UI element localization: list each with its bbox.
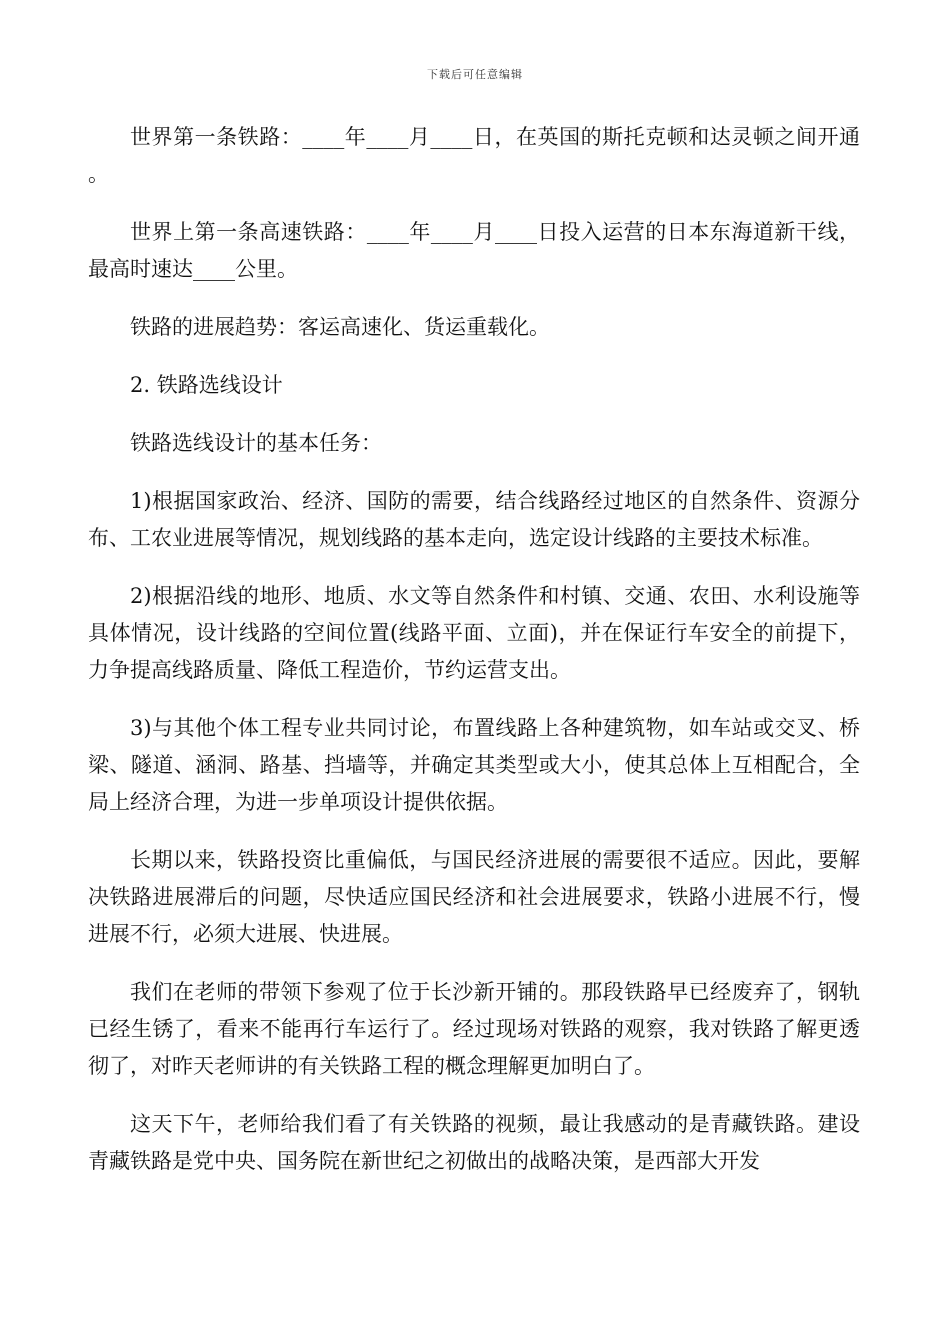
paragraph-investment: 长期以来，铁路投资比重偏低，与国民经济进展的需要很不适应。因此，要解决铁路进展滞后的问题，尽快适应国民经济和社会进展要求，铁路小进展不行，慢进展不行，必须大进展、快进展。 bbox=[88, 848, 860, 946]
section-heading-route-selection: 2. 铁路选线设计 bbox=[130, 373, 283, 397]
paragraph-task-1: 1)根据国家政治、经济、国防的需要，结合线路经过地区的自然条件、资源分布、工农业进展等情况，规划线路的基本走向，选定设计线路的主要技术标准。 bbox=[88, 489, 860, 550]
paragraph-development-trend: 铁路的进展趋势：客运高速化、货运重载化。 bbox=[130, 315, 550, 339]
paragraph-qinghai-tibet: 这天下午，老师给我们看了有关铁路的视频，最让我感动的是青藏铁路。建设青藏铁路是党中央、国务院在新世纪之初做出的战略决策，是西部大开发 bbox=[88, 1112, 860, 1173]
header-note: 下载后可任意编辑 bbox=[427, 68, 523, 81]
paragraph-task-2: 2)根据沿线的地形、地质、水文等自然条件和村镇、交通、农田、水利设施等具体情况，设计线路的空间位置(线路平面、立面)，并在保证行车安全的前提下，力争提高线路质量、降低工程造价，节约运营支出。 bbox=[88, 584, 860, 682]
paragraph-site-visit: 我们在老师的带领下参观了位于长沙新开铺的。那段铁路早已经废弃了，钢轨已经生锈了，看来不能再行车运行了。经过现场对铁路的观察，我对铁路了解更透彻了，对昨天老师讲的有关铁路工程的概念理解更加明白了。 bbox=[88, 980, 860, 1078]
paragraph-task-3: 3)与其他个体工程专业共同讨论，布置线路上各种建筑物，如车站或交叉、桥梁、隧道、涵洞、路基、挡墙等，并确定其类型或大小，使其总体上互相配合，全局上经济合理，为进一步单项设计提供依据。 bbox=[88, 716, 860, 814]
document-body bbox=[88, 119, 860, 1201]
paragraph-basic-tasks-title: 铁路选线设计的基本任务： bbox=[130, 431, 382, 455]
paragraph-first-railway: 世界第一条铁路：____年____月____日，在英国的斯托克顿和达灵顿之间开通 。 bbox=[88, 125, 860, 186]
paragraph-first-high-speed-railway: 世界上第一条高速铁路：____年____月____日投入运营的日本东海道新干线，最高时速达____公里。 bbox=[88, 220, 860, 281]
